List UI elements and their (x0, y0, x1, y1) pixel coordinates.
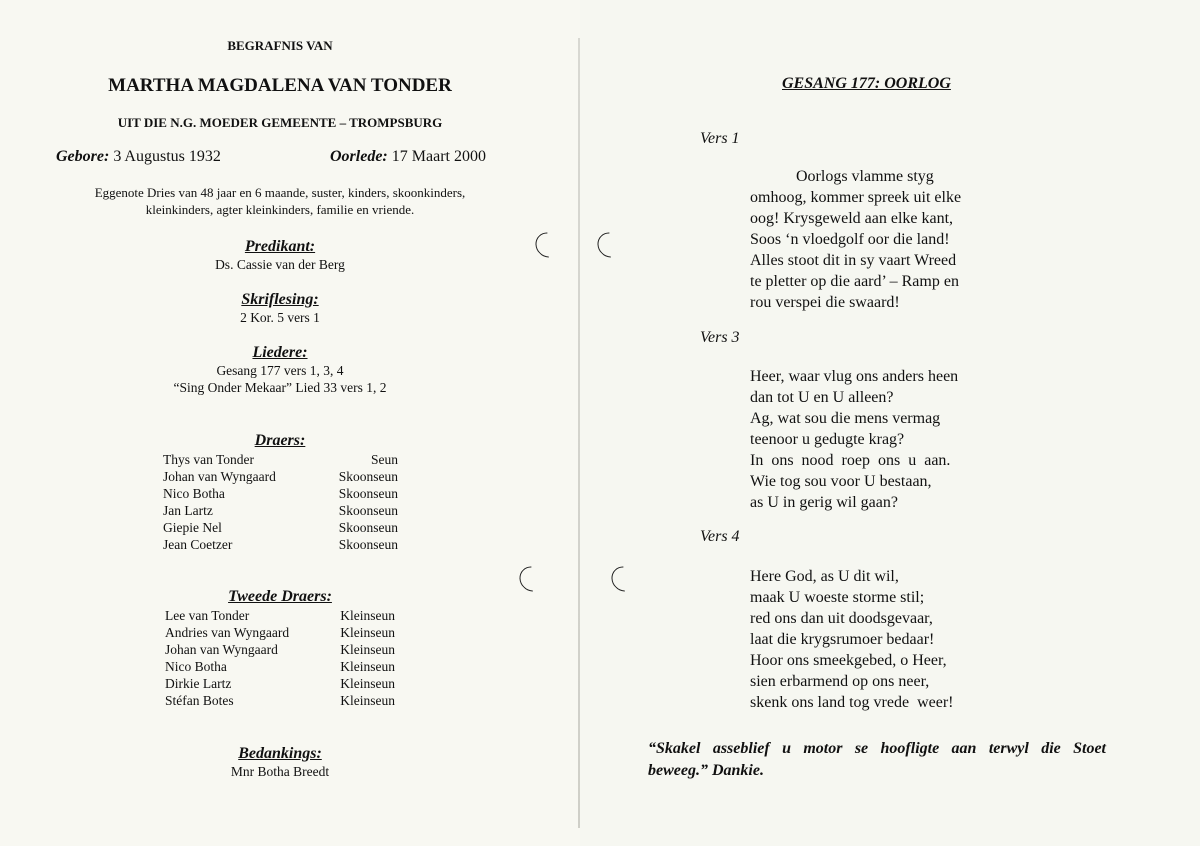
draer-name: Thys van Tonder (163, 452, 255, 467)
verse-4-text (750, 566, 954, 713)
verse-line: rou verspei die swaard! (750, 294, 900, 311)
verse-4-label: Vers 4 (700, 528, 740, 545)
draer-relation: Skoonseun (338, 503, 398, 518)
verse-line: In ons nood roep ons u aan. (750, 452, 951, 469)
survivors-line-2: kleinkinders, agter kleinkinders, familie en vriende. (145, 202, 415, 217)
born-value: 3 Augustus 1932 (113, 148, 221, 165)
page-fold (578, 38, 580, 828)
verse-line: red ons dan uit doodsgevaar, (750, 610, 933, 627)
verse-line: Here God, as U dit wil, (750, 568, 899, 585)
draer-relation: Seun (371, 452, 398, 467)
verse-line: Soos ‘n vloedgolf oor die land! (750, 231, 950, 248)
draer-name: Lee van Tonder (165, 608, 250, 623)
draer-relation: Kleinseun (340, 608, 395, 623)
draer-name: Andries van Wyngaard (165, 625, 290, 640)
verse-3-text (750, 366, 958, 513)
headlights-notice-line-1: “Skakel asseblief u motor se hoofligte aan terwyl die Stoet (648, 740, 1106, 757)
verse-1-text (750, 166, 961, 313)
survivors-line-1: Eggenote Dries van 48 jaar en 6 maande, suster, kinders, skoonkinders, (94, 185, 466, 200)
draer-relation: Skoonseun (338, 469, 398, 484)
died-label: Oorlede: (330, 148, 388, 165)
tweede-draers-title: Tweede Draers: (228, 588, 332, 605)
verse-line: Ag, wat sou die mens vermag (750, 410, 941, 427)
congregation: UIT DIE N.G. MOEDER GEMEENTE – TROMPSBURG (117, 115, 443, 130)
draer-name: Jan Lartz (163, 503, 213, 518)
draer-name: Johan van Wyngaard (165, 642, 278, 657)
draer-name: Giepie Nel (163, 520, 222, 535)
verse-line: Hoor ons smeekgebed, o Heer, (750, 652, 947, 669)
draer-relation: Kleinseun (340, 659, 395, 674)
verse-line: dan tot U en U alleen? (750, 389, 894, 406)
draer-relation: Kleinseun (340, 625, 395, 640)
predikant-title: Predikant: (244, 238, 316, 255)
verse-line: laat die krygsrumoer bedaar! (750, 631, 935, 648)
draer-name: Dirkie Lartz (165, 676, 232, 691)
verse-line: Alles stoot dit in sy vaart Wreed (750, 252, 957, 269)
draer-name: Johan van Wyngaard (163, 469, 276, 484)
draers-title: Draers: (254, 432, 306, 449)
verse-line: omhoog, kommer spreek uit elke (750, 189, 962, 206)
skriflesing-value: 2 Kor. 5 vers 1 (240, 310, 320, 325)
draer-relation: Skoonseun (338, 520, 398, 535)
verse-line: Oorlogs vlamme styg (796, 168, 934, 185)
born-line (56, 148, 221, 166)
verse-line: Wie tog sou voor U bestaan, (750, 473, 932, 490)
verse-1-label: Vers 1 (700, 130, 740, 147)
died-value: 17 Maart 2000 (391, 148, 486, 165)
verse-line: sien erbarmend op ons neer, (750, 673, 930, 690)
heading: BEGRAFNIS VAN (227, 38, 333, 53)
draer-name: Nico Botha (165, 659, 227, 674)
draer-name: Jean Coetzer (163, 537, 233, 552)
draer-relation: Kleinseun (340, 693, 395, 708)
verse-3-label: Vers 3 (700, 329, 740, 346)
headlights-notice-line-2: beweeg.” Dankie. (648, 762, 764, 779)
died-line (330, 148, 486, 166)
bedankings-value: Mnr Botha Breedt (230, 764, 330, 779)
draer-relation: Kleinseun (340, 676, 395, 691)
verse-line: as U in gerig wil gaan? (750, 494, 898, 511)
verse-line: Heer, waar vlug ons anders heen (750, 368, 959, 385)
draer-relation: Skoonseun (338, 486, 398, 501)
liedere-title: Liedere: (252, 344, 308, 361)
hymn-title: GESANG 177: OORLOG (782, 75, 951, 92)
liedere-line-1: Gesang 177 vers 1, 3, 4 (216, 363, 344, 378)
predikant-value: Ds. Cassie van der Berg (215, 257, 345, 272)
liedere-line-2: “Sing Onder Mekaar” Lied 33 vers 1, 2 (173, 380, 387, 395)
verse-line: skenk ons land tog vrede weer! (750, 694, 954, 711)
deceased-name: MARTHA MAGDALENA VAN TONDER (108, 75, 452, 96)
born-label: Gebore: (56, 148, 110, 165)
verse-line: te pletter op die aard’ – Ramp en (750, 273, 959, 290)
verse-line: maak U woeste storme stil; (750, 589, 925, 606)
verse-line: oog! Krysgeweld aan elke kant, (750, 210, 954, 227)
draer-relation: Kleinseun (340, 642, 395, 657)
verse-line: teenoor u gedugte krag? (750, 431, 905, 448)
bedankings-title: Bedankings: (238, 745, 322, 762)
draer-relation: Skoonseun (338, 537, 398, 552)
skriflesing-title: Skriflesing: (241, 291, 319, 308)
draer-name: Stéfan Botes (165, 693, 234, 708)
draer-name: Nico Botha (163, 486, 225, 501)
